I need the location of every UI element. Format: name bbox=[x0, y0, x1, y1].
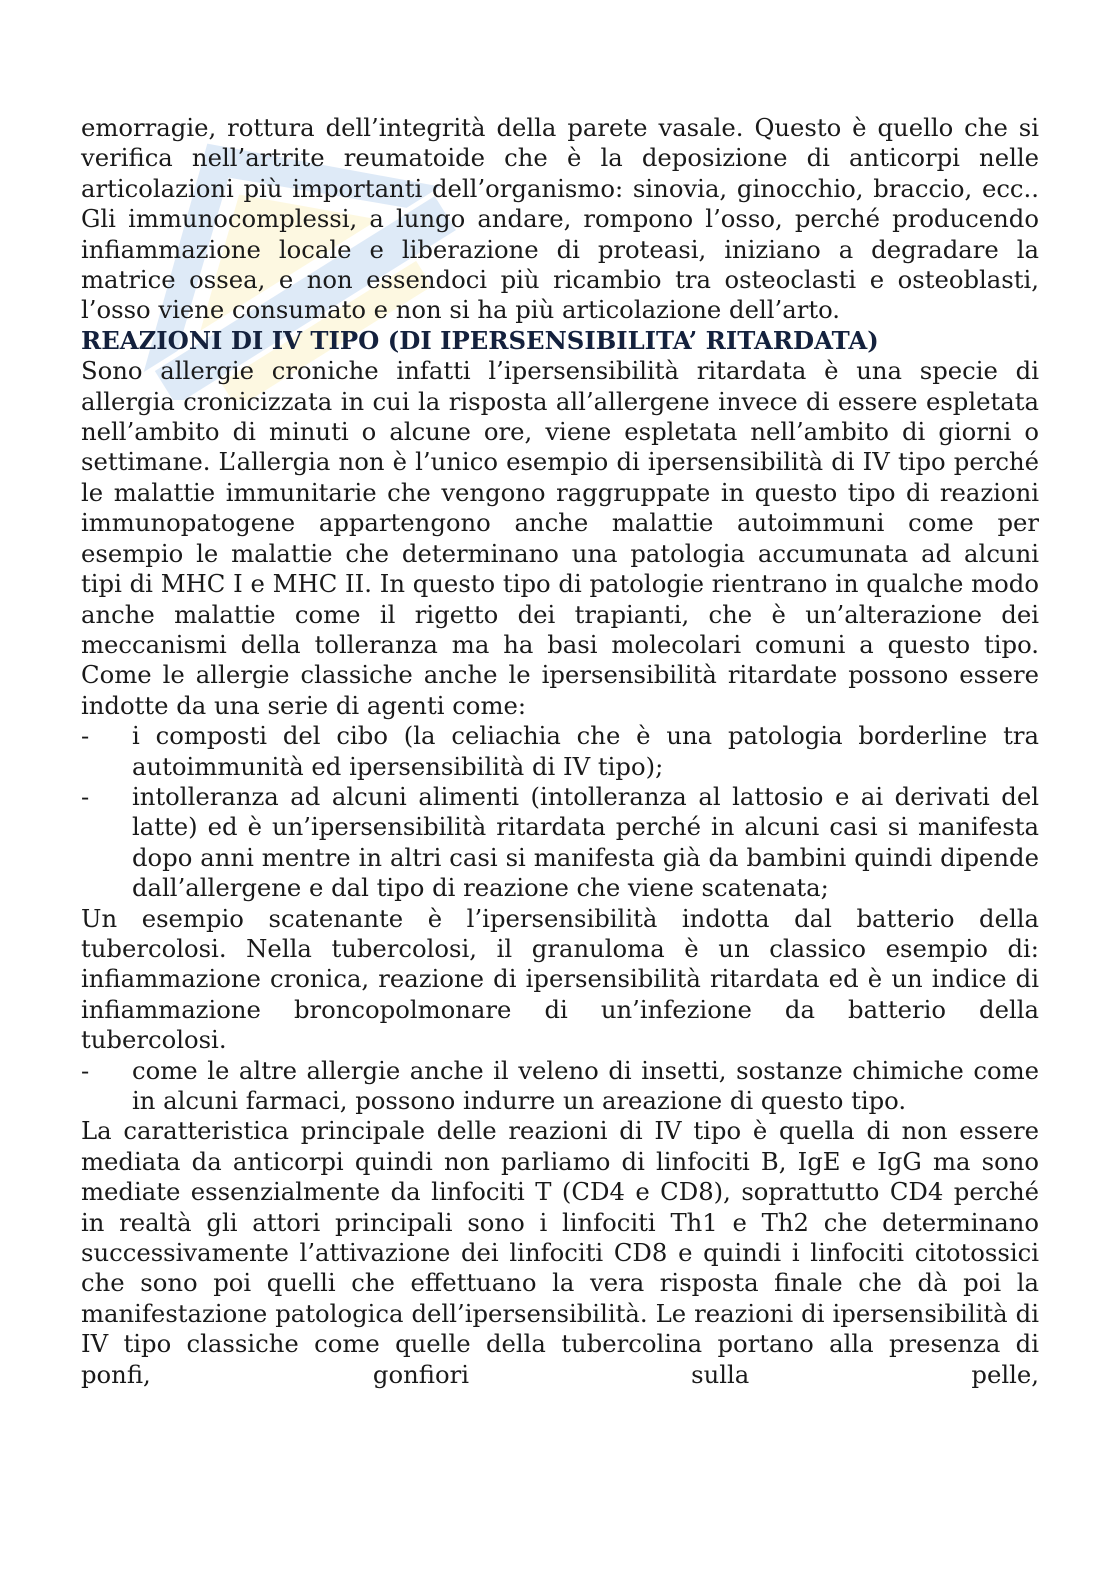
list-item-text: i composti del cibo (la celiachia che è una patologia borderline tra autoimmunità ed ipersensibilità di IV tipo); bbox=[132, 721, 1039, 781]
list-item bbox=[81, 721, 1039, 782]
paragraph-allergie-croniche: Sono allergie croniche infatti l’ipersensibilità ritardata è una specie di allergia cronicizzata in cui la risposta all’allergene invece di essere espletata nell’ambito di minuti o alcune ore, viene espletata nell’ambito di giorni o settimane. L’allergia non è l’unico esempio di ipersensibilità di IV tipo perché le malattie immunitarie che vengono raggruppate in questo tipo di reazioni immunopatogene appartengono anche malattie autoimmuni come per esempio le malattie che determinano una patologia accumunata ad alcuni tipi di MHC I e MHC II. In questo tipo di patologie rientrano in qualche modo anche malattie come il rigetto dei trapianti, che è un’alterazione dei meccanismi della tolleranza ma ha basi molecolari comuni a questo tipo. Come le allergie classiche anche le ipersensibilità ritardate possono essere indotte da una serie di agenti come: bbox=[81, 356, 1039, 720]
list-item-text: come le altre allergie anche il veleno di insetti, sostanze chimiche come in alcuni farmaci, possono indurre un areazione di questo tipo. bbox=[132, 1055, 1039, 1115]
list-item-text: intolleranza ad alcuni alimenti (intolleranza al lattosio e ai derivati del latte) ed è un’ipersensibilità ritardata perché in alcuni casi si manifesta dopo anni mentre in altri casi si manifesta già da bambini quindi dipende dall’allergene e dal tipo di reazione che viene scatenata; bbox=[132, 781, 1039, 903]
document-page bbox=[81, 113, 1039, 1390]
bullet-dash: - bbox=[81, 721, 90, 751]
section-heading-iv-tipo: REAZIONI DI IV TIPO (DI IPERSENSIBILITA’ RITARDATA) bbox=[81, 325, 879, 355]
bullet-dash: - bbox=[81, 781, 90, 811]
paragraph-artrite: emorragie, rottura dell’integrità della parete vasale. Questo è quello che si verifica nell’artrite reumatoide che è la deposizione di anticorpi nelle articolazioni più importanti dell’organismo: sinovia, ginocchio, braccio, ecc.. Gli immunocomplessi, a lungo andare, rompono l’osso, perché producendo infiammazione locale e liberazione di proteasi, iniziano a degradare la matrice ossea, e non essendoci più ricambio tra osteoclasti e osteoblasti, l’osso viene consumato e non si ha più articolazione dell’arto. bbox=[81, 113, 1039, 325]
paragraph-tubercolosi: Un esempio scatenante è l’ipersensibilità indotta dal batterio della tubercolosi. Nella tubercolosi, il granuloma è un classico esempio di: infiammazione cronica, reazione di ipersensibilità ritardata ed è un indice di infiammazione broncopolmonare di un’infezione da batterio della tubercolosi. bbox=[81, 903, 1039, 1055]
paragraph-caratteristica: La caratteristica principale delle reazioni di IV tipo è quella di non essere mediata da anticorpi quindi non parliamo di linfociti B, IgE e IgG ma sono mediate essenzialmente da linfociti T (CD4 e CD8), soprattutto CD4 perché in realtà gli attori principali sono i linfociti Th1 e Th2 che determinano successivamente l’attivazione dei linfociti CD8 e quindi i linfociti citotossici che sono poi quelli che effettuano la vera risposta finale che dà poi la manifestazione patologica dell’ipersensibilità. Le reazioni di ipersensibilità di IV tipo classiche come quelle della tubercolina portano alla presenza di ponfi, gonfiori sulla pelle, bbox=[81, 1116, 1039, 1389]
list-item bbox=[81, 1056, 1039, 1117]
bullet-dash: - bbox=[81, 1055, 90, 1085]
list-item bbox=[81, 782, 1039, 904]
